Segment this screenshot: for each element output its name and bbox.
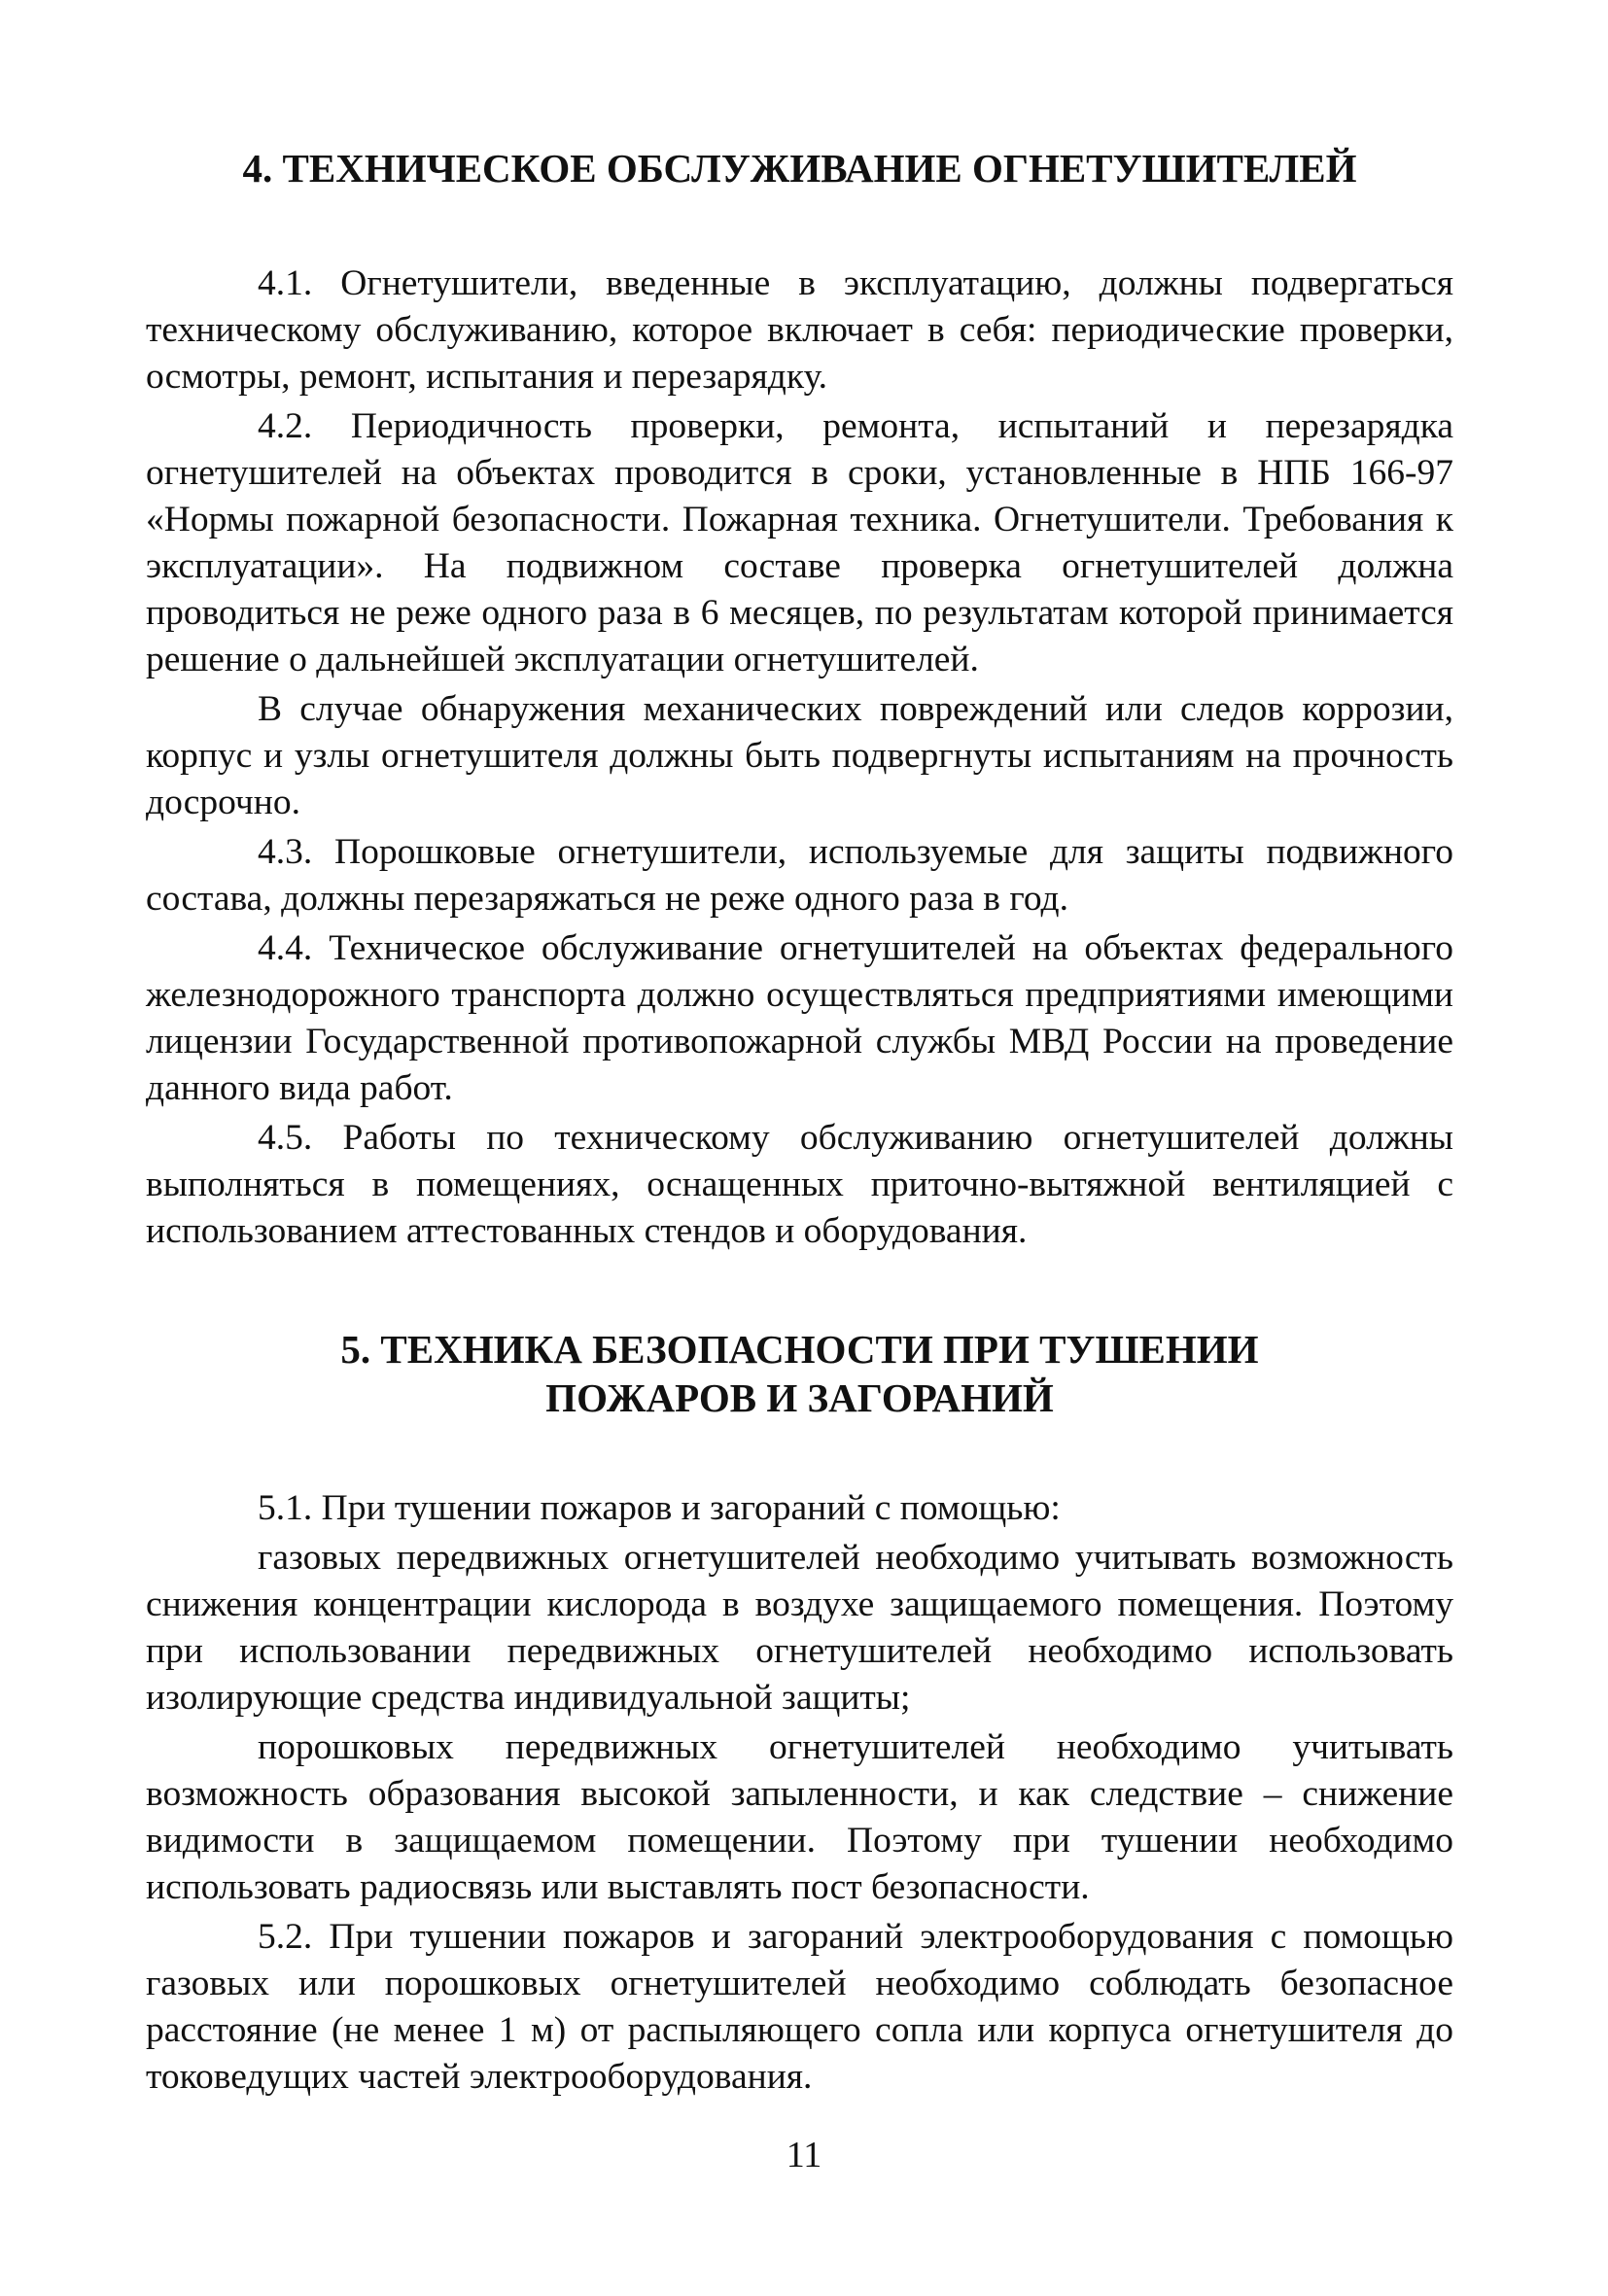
document-page	[146, 144, 1453, 2104]
paragraph-4-2-corrosion: В случае обнаружения механических повреждений или следов коррозии, корпус и узлы огнетушителя должны быть подвергнуты испытаниям на прочность досрочно.	[146, 689, 1453, 822]
paragraph-4-2: 4.2. Периодичность проверки, ремонта, испытаний и перезарядка огнетушителей на объектах проводится в сроки, установленные в НПБ 166-97 «Нормы пожарной безопасности. Пожарная техника. Огнетушители. Требования к эксплуатации». На подвижном составе проверка огнетушителей должна проводиться не реже одного раза в 6 месяцев, по результатам которой принимается решение о дальнейшей эксплуатации огнетушителей.	[146, 406, 1453, 679]
paragraph-5-1: 5.1. При тушении пожаров и загораний с помощью:	[258, 1488, 1061, 1528]
paragraph-5-1-powder: порошковых передвижных огнетушителей необходимо учитывать возможность образования высокой запыленности, и как следствие – снижение видимости в защищаемом помещении. Поэтому при тушении необходимо использовать радиосвязь или выставлять пост безопасности.	[146, 1727, 1453, 1907]
page-number: 11	[786, 2135, 822, 2175]
paragraph-4-4: 4.4. Техническое обслуживание огнетушителей на объектах федерального железнодорожного транспорта должно осуществляться предприятиями имеющими лицензии Государственной противопожарной службы МВД России на проведение данного вида работ.	[146, 928, 1453, 1108]
section-4-title: 4. ТЕХНИЧЕСКОЕ ОБСЛУЖИВАНИЕ ОГНЕТУШИТЕЛЕЙ	[242, 146, 1357, 191]
paragraph-5-1-gas: газовых передвижных огнетушителей необходимо учитывать возможность снижения концентрации кислорода в воздухе защищаемого помещения. Поэтому при использовании передвижных огнетушителей необходимо использовать изолирующие средства индивидуальной защиты;	[146, 1538, 1453, 1718]
section-5-title-line-1: 5. ТЕХНИКА БЕЗОПАСНОСТИ ПРИ ТУШЕНИИ	[340, 1327, 1259, 1372]
section-5-title	[146, 1325, 1453, 1422]
section-5-title-line-2: ПОЖАРОВ И ЗАГОРАНИЙ	[545, 1375, 1054, 1420]
paragraph-5-2: 5.2. При тушении пожаров и загораний электрооборудования с помощью газовых или порошковых огнетушителей необходимо соблюдать безопасное расстояние (не менее 1 м) от распыляющего сопла или корпуса огнетушителя до токоведущих частей электрооборудования.	[146, 1917, 1453, 2097]
paragraph-4-1: 4.1. Огнетушители, введенные в эксплуатацию, должны подвергаться техническому обслуживанию, которое включает в себя: периодические проверки, осмотры, ремонт, испытания и перезарядку.	[146, 263, 1453, 397]
paragraph-4-5: 4.5. Работы по техническому обслуживанию огнетушителей должны выполняться в помещениях, оснащенных приточно-вытяжной вентиляцией с использованием аттестованных стендов и оборудования.	[146, 1118, 1453, 1251]
paragraph-4-3: 4.3. Порошковые огнетушители, используемые для защиты подвижного состава, должны перезаряжаться не реже одного раза в год.	[146, 832, 1453, 919]
